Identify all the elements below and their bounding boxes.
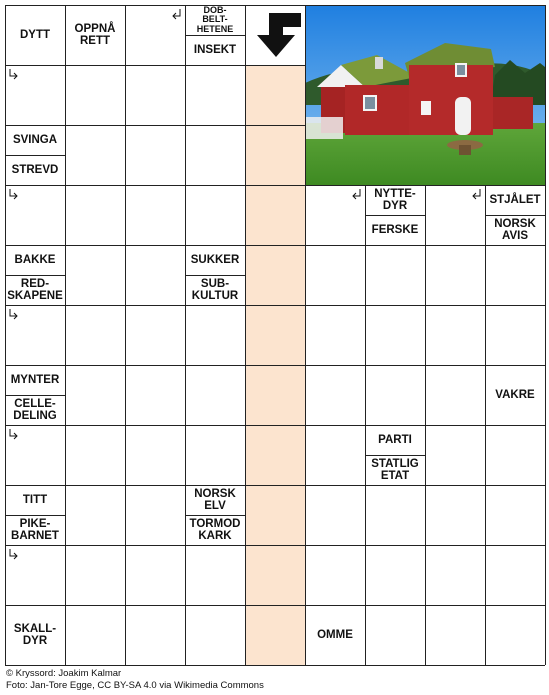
grid-cell[interactable]	[125, 65, 185, 125]
clue-parti: PARTI	[378, 433, 412, 446]
grid-cell[interactable]	[425, 305, 485, 365]
grid-cell[interactable]	[185, 425, 245, 485]
clue-strevd: STREVD	[11, 163, 59, 176]
grid-cell[interactable]	[125, 245, 185, 305]
clue-celledeling: CELLE- DELING	[13, 397, 57, 422]
grid-cell[interactable]	[125, 485, 185, 545]
photo-farmhouse-icon	[305, 5, 545, 185]
clue-norsk-avis: NORSK AVIS	[494, 217, 536, 242]
clue-dobbelthetene: DOB- BELT- HETENE	[196, 4, 234, 34]
clue-vakre: VAKRE	[495, 388, 535, 401]
grid-cell[interactable]	[365, 545, 425, 605]
grid-cell[interactable]	[245, 65, 305, 125]
grid-cell[interactable]	[65, 305, 125, 365]
photo-credit: Foto: Jan-Tore Egge, CC BY-SA 4.0 via Wikimedia Commons	[6, 680, 264, 691]
grid-cell[interactable]	[365, 305, 425, 365]
grid-cell[interactable]	[305, 425, 365, 485]
grid-cell[interactable]	[245, 425, 305, 485]
grid-cell[interactable]	[305, 185, 365, 245]
grid-cell[interactable]	[65, 125, 125, 185]
crossword-credit: © Kryssord: Joakim Kalmar	[6, 668, 122, 679]
grid-cell[interactable]	[365, 365, 425, 425]
grid-cell[interactable]	[65, 365, 125, 425]
clue-dytt: DYTT	[19, 28, 51, 41]
grid-cell[interactable]	[245, 365, 305, 425]
clue-mynter: MYNTER	[10, 373, 60, 386]
clue-omme: OMME	[317, 628, 353, 641]
grid-cell[interactable]	[125, 365, 185, 425]
grid-cell[interactable]	[125, 185, 185, 245]
grid-cell[interactable]	[185, 65, 245, 125]
grid-cell[interactable]	[5, 425, 65, 485]
grid-cell[interactable]	[365, 485, 425, 545]
clue-stjalet: STJÅLET	[489, 193, 541, 206]
clue-ferske: FERSKE	[371, 223, 419, 236]
grid-cell[interactable]	[485, 245, 545, 305]
clue-titt: TITT	[22, 493, 48, 506]
clue-skalldyr: SKALL- DYR	[13, 622, 57, 647]
grid-cell[interactable]	[365, 245, 425, 305]
clue-sukker: SUKKER	[190, 253, 240, 266]
clue-bakke: BAKKE	[14, 253, 56, 266]
clue-insekt: INSEKT	[193, 43, 237, 56]
clue-subkultur: SUB- KULTUR	[191, 277, 239, 302]
grid-cell[interactable]	[65, 545, 125, 605]
grid-cell[interactable]	[425, 425, 485, 485]
grid-cell[interactable]	[485, 545, 545, 605]
grid-cell[interactable]	[5, 545, 65, 605]
grid-cell[interactable]	[125, 425, 185, 485]
grid-cell[interactable]	[185, 185, 245, 245]
grid-cell[interactable]	[65, 185, 125, 245]
clue-photo	[305, 5, 545, 185]
clue-pikebarnet: PIKE- BARNET	[11, 517, 59, 542]
grid-cell[interactable]	[185, 545, 245, 605]
grid-cell[interactable]	[305, 245, 365, 305]
grid-cell[interactable]	[305, 545, 365, 605]
grid-cell[interactable]	[305, 305, 365, 365]
clue-oppna-rett: OPPNÅ RETT	[74, 22, 116, 47]
grid-cell[interactable]	[185, 125, 245, 185]
grid-cell[interactable]	[185, 605, 245, 665]
big-down-arrow-icon	[245, 5, 305, 65]
grid-cell[interactable]	[425, 485, 485, 545]
grid-cell[interactable]	[125, 545, 185, 605]
clue-nyttedyr: NYTTE- DYR	[374, 187, 416, 212]
grid-cell[interactable]	[245, 125, 305, 185]
grid-cell[interactable]	[485, 425, 545, 485]
grid-cell[interactable]	[65, 605, 125, 665]
grid-cell[interactable]	[425, 185, 485, 245]
grid-cell[interactable]	[65, 65, 125, 125]
grid-cell[interactable]	[125, 5, 185, 65]
grid-cell[interactable]	[125, 125, 185, 185]
grid-cell[interactable]	[125, 305, 185, 365]
grid-cell[interactable]	[305, 365, 365, 425]
grid-cell[interactable]	[5, 305, 65, 365]
grid-cell[interactable]	[425, 545, 485, 605]
grid-cell[interactable]	[485, 485, 545, 545]
grid-cell[interactable]	[245, 605, 305, 665]
grid-cell[interactable]	[185, 305, 245, 365]
grid-cell[interactable]	[65, 245, 125, 305]
grid-cell[interactable]	[245, 485, 305, 545]
grid-cell[interactable]	[245, 545, 305, 605]
grid-cell[interactable]	[245, 305, 305, 365]
grid-cell[interactable]	[365, 605, 425, 665]
grid-cell[interactable]	[425, 245, 485, 305]
grid-cell[interactable]	[245, 245, 305, 305]
clue-statlig-etat: STATLIG ETAT	[371, 457, 419, 482]
grid-cell[interactable]	[185, 365, 245, 425]
clue-tormod-kark: TORMOD KARK	[189, 517, 241, 542]
grid-cell[interactable]	[5, 65, 65, 125]
grid-cell[interactable]	[485, 305, 545, 365]
grid-cell[interactable]	[5, 185, 65, 245]
clue-norsk-elv: NORSK ELV	[194, 487, 236, 512]
grid-cell[interactable]	[425, 605, 485, 665]
grid-cell[interactable]	[65, 425, 125, 485]
grid-cell[interactable]	[425, 365, 485, 425]
grid-cell[interactable]	[485, 605, 545, 665]
crossword-grid	[5, 5, 545, 665]
clue-svinga: SVINGA	[12, 133, 58, 146]
grid-cell[interactable]	[305, 485, 365, 545]
grid-cell[interactable]	[125, 605, 185, 665]
clue-redskapene: RED- SKAPENE	[7, 277, 63, 302]
grid-cell[interactable]	[245, 185, 305, 245]
grid-cell[interactable]	[65, 485, 125, 545]
